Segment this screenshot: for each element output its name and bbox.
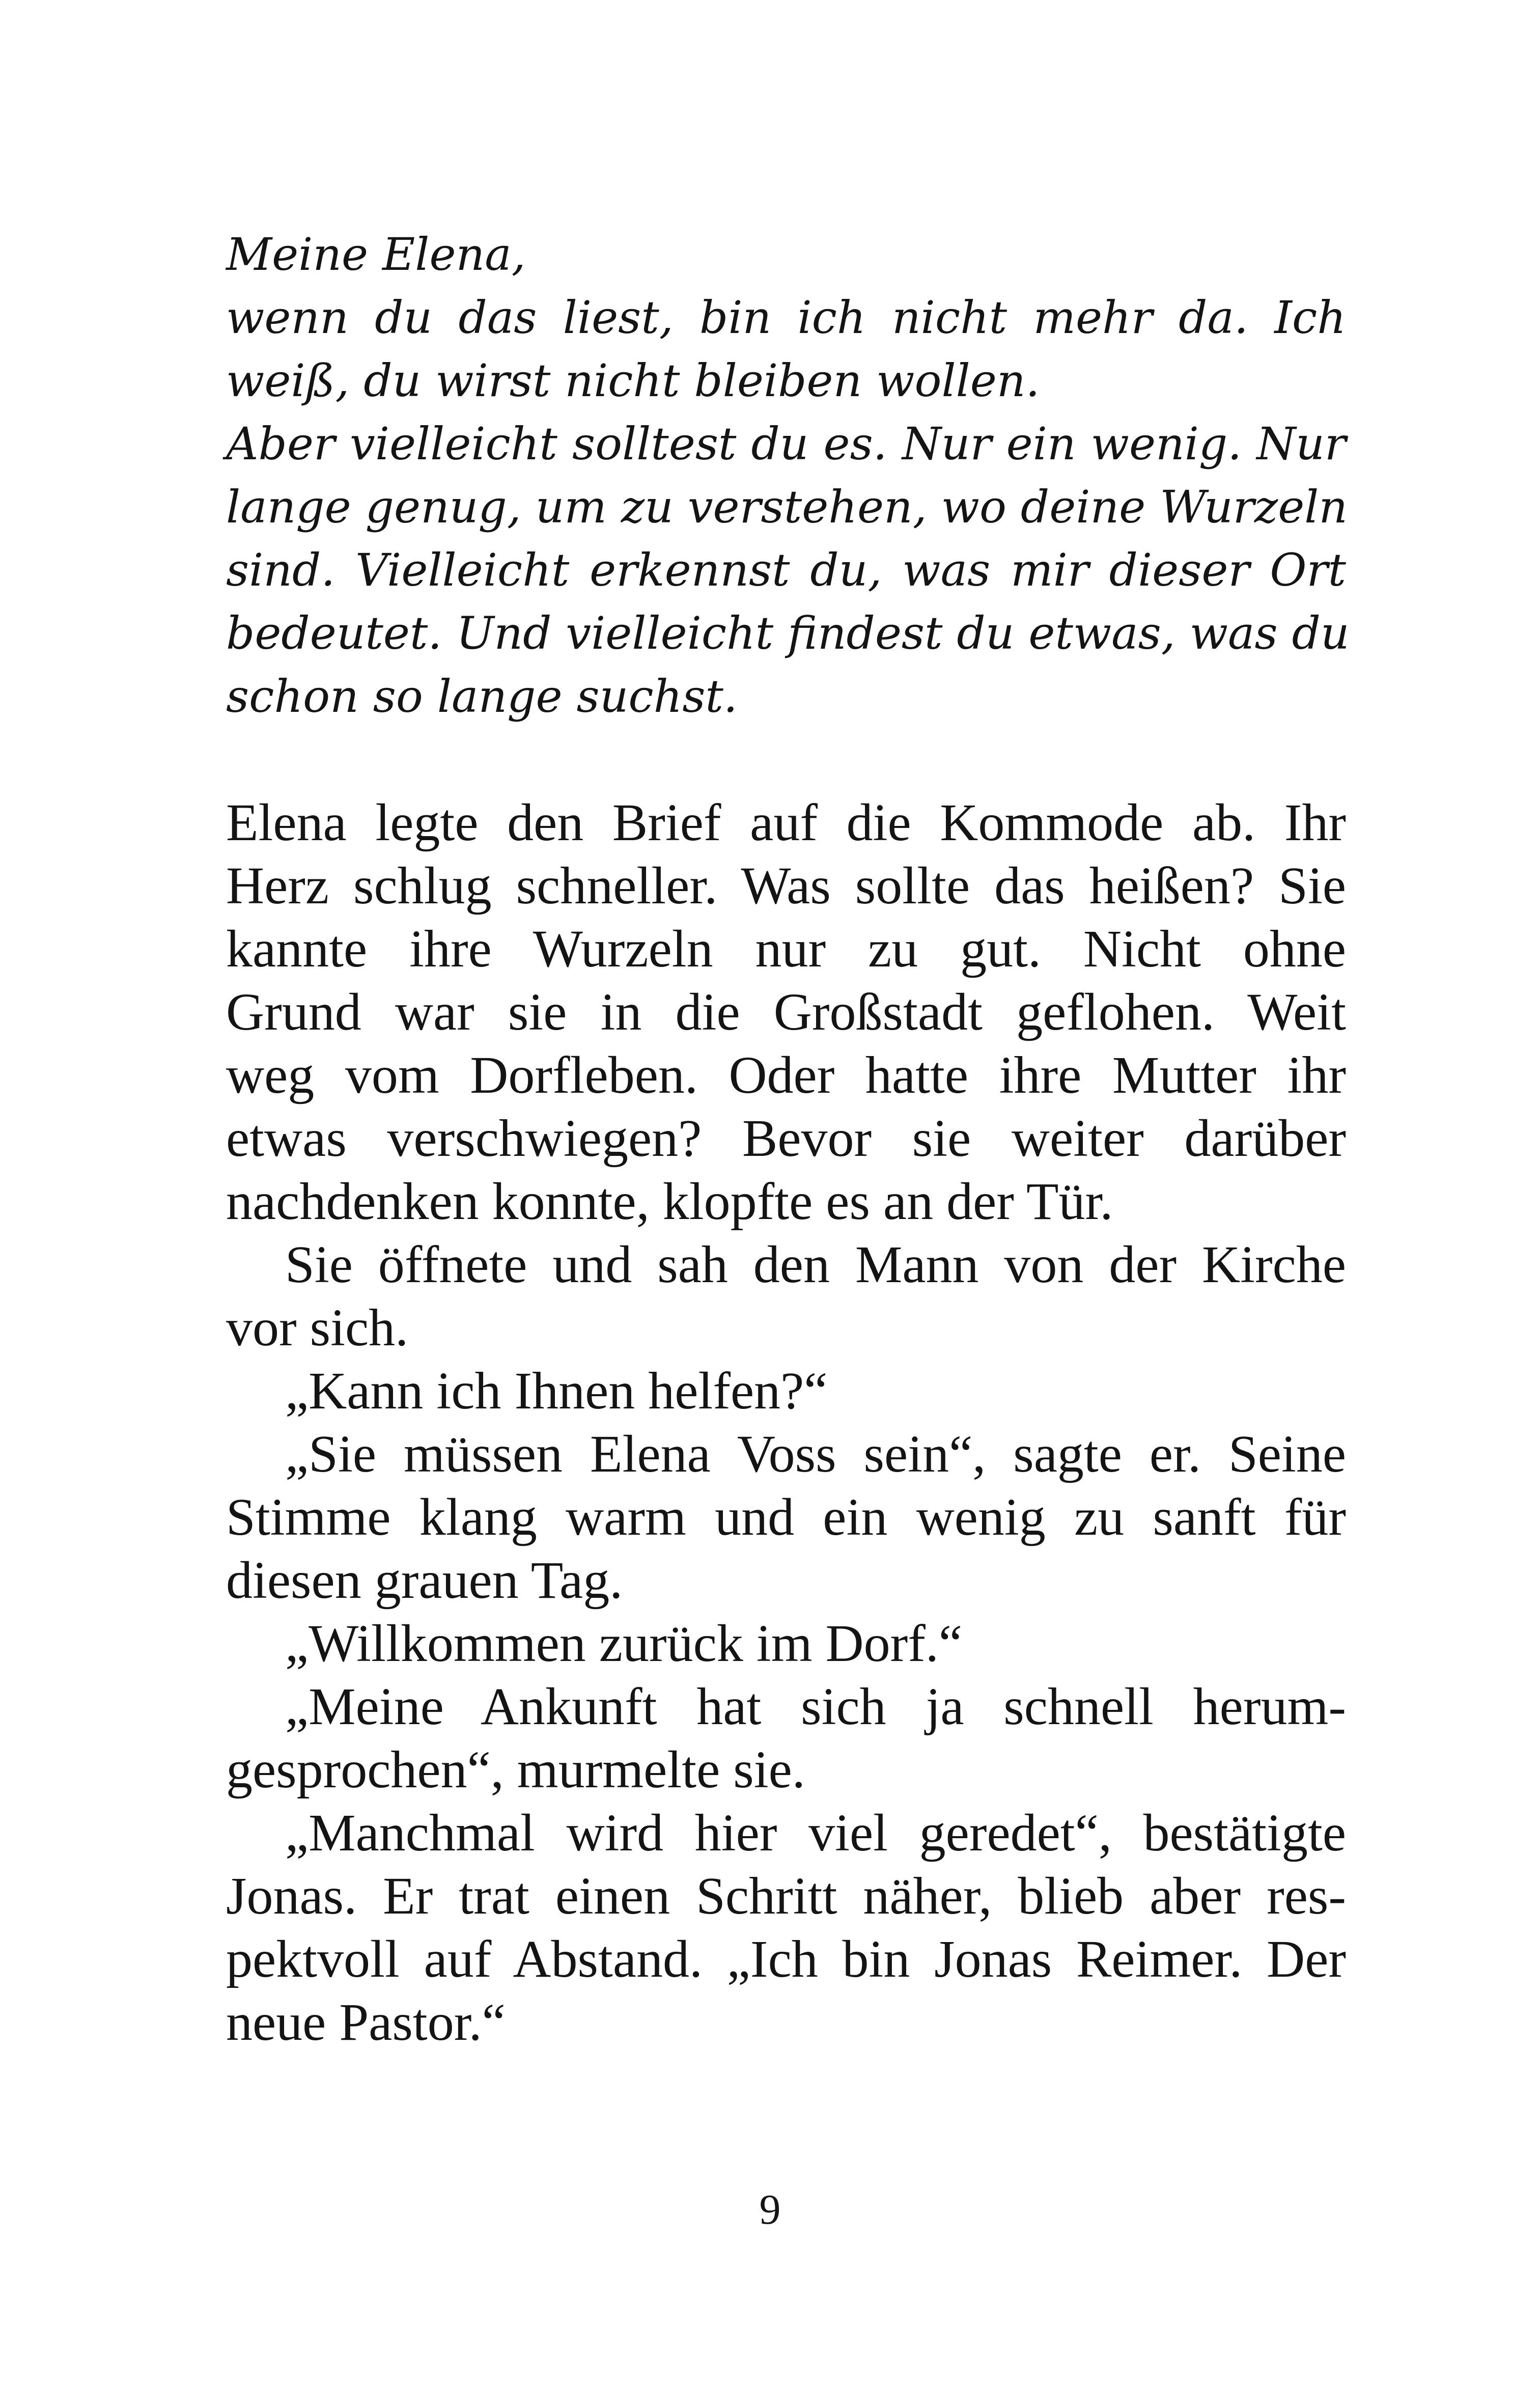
text-line: diesen grauen Tag. [226,1551,623,1610]
text-line: weg vom Dorfleben. Oder hatte ihre Mutter ihr [226,1046,1346,1104]
text-line: „Willkommen zurück im Dorf.“ [285,1614,963,1673]
text-line: Sie öffnete und sah den Mann von der Kirche [285,1235,1346,1294]
text-line: „Manchmal wird hier viel geredet“, bestätigte [285,1804,1346,1862]
letter-line: schon so lange suchst. [226,670,738,723]
letter-line: wenn du das liest, bin ich nicht mehr da. Ich [226,291,1346,344]
letter-line: Aber vielleicht solltest du es. Nur ein wenig. Nur [226,418,1346,470]
text-line: pektvoll auf Abstand. „Ich bin Jonas Reimer. Der [226,1930,1346,1988]
text-line: „Meine Ankunft hat sich ja schnell herum- [285,1677,1346,1736]
text-line: Jonas. Er trat einen Schritt näher, blieb aber res- [226,1867,1346,1925]
text-line: neue Pastor.“ [226,1993,506,2052]
book-page [226,223,1350,2054]
letter-greeting: Meine Elena, [226,228,526,281]
letter-line: weiß, du wirst nicht bleiben wollen. [226,354,1040,407]
letter-line: sind. Vielleicht erkennst du, was mir dieser Ort [226,544,1346,596]
text-line: Elena legte den Brief auf die Kommode ab. Ihr [226,793,1346,852]
text-line: etwas verschwiegen? Bevor sie weiter darüber [226,1109,1346,1168]
text-line: kannte ihre Wurzeln nur zu gut. Nicht ohne [226,920,1346,978]
text-line: gesprochen“, murmelte sie. [226,1740,805,1799]
text-line: „Kann ich Ihnen helfen?“ [285,1362,828,1420]
page-number: 9 [759,2186,781,2233]
text-line: vor sich. [226,1298,409,1357]
text-line: Grund war sie in die Großstadt geflohen. Weit [226,983,1346,1041]
letter-line: bedeutet. Und vielleicht findest du etwas, was du [226,607,1350,659]
text-line: Stimme klang warm und ein wenig zu sanft für [226,1488,1346,1546]
text-line: nachdenken konnte, klopfte es an der Tür. [226,1172,1113,1231]
text-line: Herz schlug schneller. Was sollte das heißen? Sie [226,856,1346,915]
text-line: „Sie müssen Elena Voss sein“, sagte er. Seine [285,1425,1346,1483]
letter-text [226,223,1350,728]
narrative-text [226,791,1346,2054]
letter-line: lange genug, um zu verstehen, wo deine Wurzeln [226,481,1348,533]
